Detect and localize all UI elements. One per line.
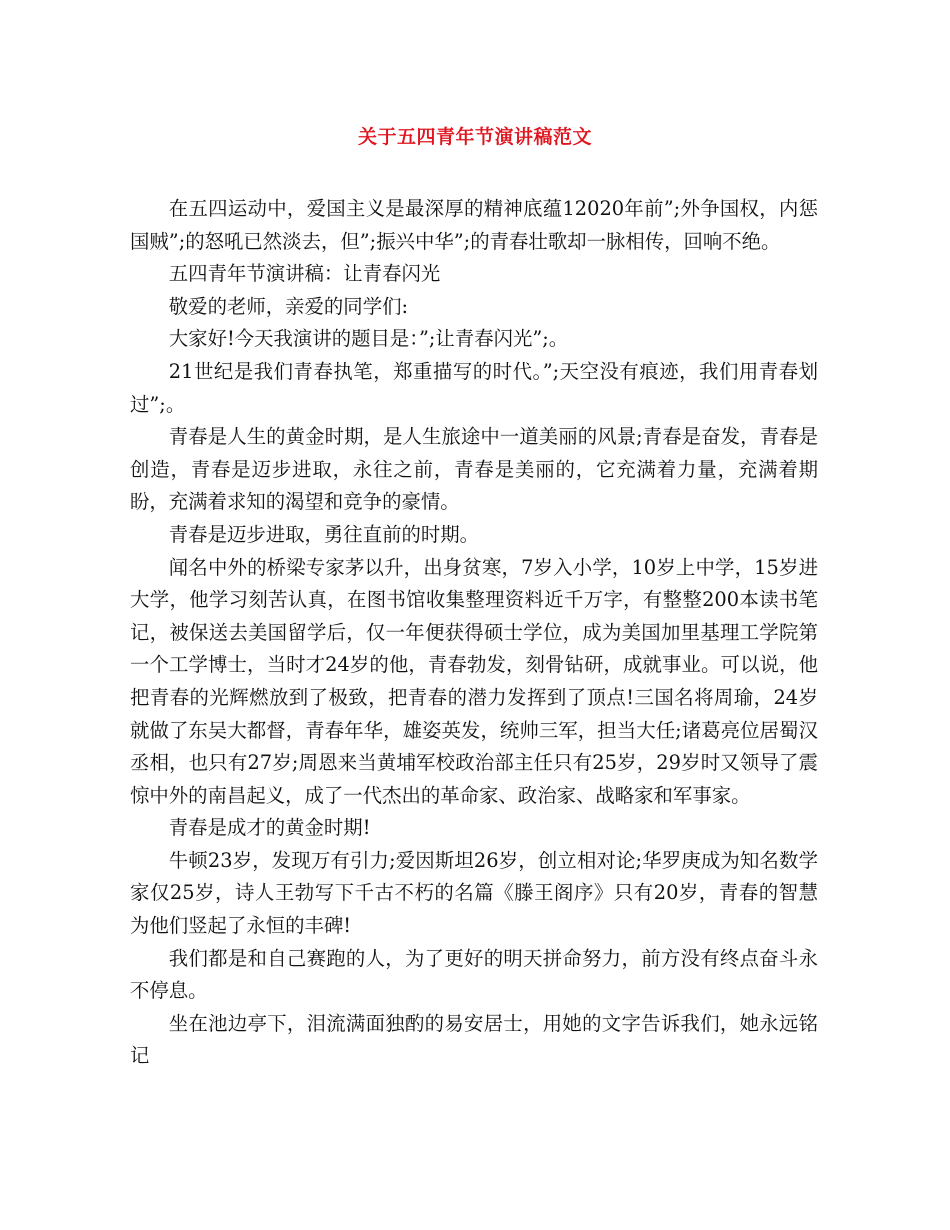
paragraph: 在五四运动中，爱国主义是最深厚的精神底蕴12020年前”;外争国权，内惩国贼”;的怒吼已然淡去，但”;振兴中华”;的青春壮歌却一脉相传，回响不绝。 [130,197,818,253]
paragraph: 闻名中外的桥梁专家茅以升，出身贫寒，7岁入小学，10岁上中学，15岁进大学，他学习刻苦认真，在图书馆收集整理资料近千万字，有整整200本读书笔记，被保送去美国留学后，仅一年便获得硕士学位，成为美国加里基理工学院第一个工学博士，当时才24岁的他，青春勃发，刻骨钻研，成就事业。可以说，他把青春的光辉燃放到了极致，把青春的潜力发挥到了顶点!三国名将周瑜，24岁就做了东吴大都督，青春年华，雄姿英发，统帅三军，担当大任;诸葛亮位居蜀汉丞相，也只有27岁;周恩来当黄埔军校政治部主任只有25岁，29岁时又领导了震惊中外的南昌起义，成了一代杰出的革命家、政治家、战略家和军事家。 [130,555,818,807]
paragraph: 牛顿23岁，发现万有引力;爱因斯坦26岁，创立相对论;华罗庚成为知名数学家仅25岁，诗人王勃写下千古不朽的名篇《滕王阁序》只有20岁，青春的智慧为他们竖起了永恒的丰碑! [130,848,818,938]
document-body [130,193,818,1073]
paragraph: 21世纪是我们青春执笔，郑重描写的时代。”;天空没有痕迹，我们用青春划过”;。 [130,359,818,416]
paragraph: 我们都是和自己赛跑的人，为了更好的明天拼命努力，前方没有终点奋斗永不停息。 [130,946,818,1003]
paragraph: 青春是成才的黄金时期! [168,816,371,840]
paragraph: 大家好!今天我演讲的题目是：”;让青春闪光”;。 [168,327,569,351]
paragraph: 坐在池边亭下，泪流满面独酌的易安居士，用她的文字告诉我们，她永远铭记 [130,1011,818,1068]
document-title: 关于五四青年节演讲稿范文 [357,126,592,148]
paragraph: 敬爱的老师，亲爱的同学们: [168,294,409,318]
paragraph: 五四青年节演讲稿：让青春闪光 [168,262,441,286]
paragraph: 青春是人生的黄金时期，是人生旅途中一道美丽的风景;青春是奋发，青春是创造，青春是迈步进取，永往之前，青春是美丽的，它充满着力量，充满着期盼，充满着求知的渴望和竞争的豪情。 [130,425,818,514]
paragraph: 青春是迈步进取，勇往直前的时期。 [168,522,480,546]
